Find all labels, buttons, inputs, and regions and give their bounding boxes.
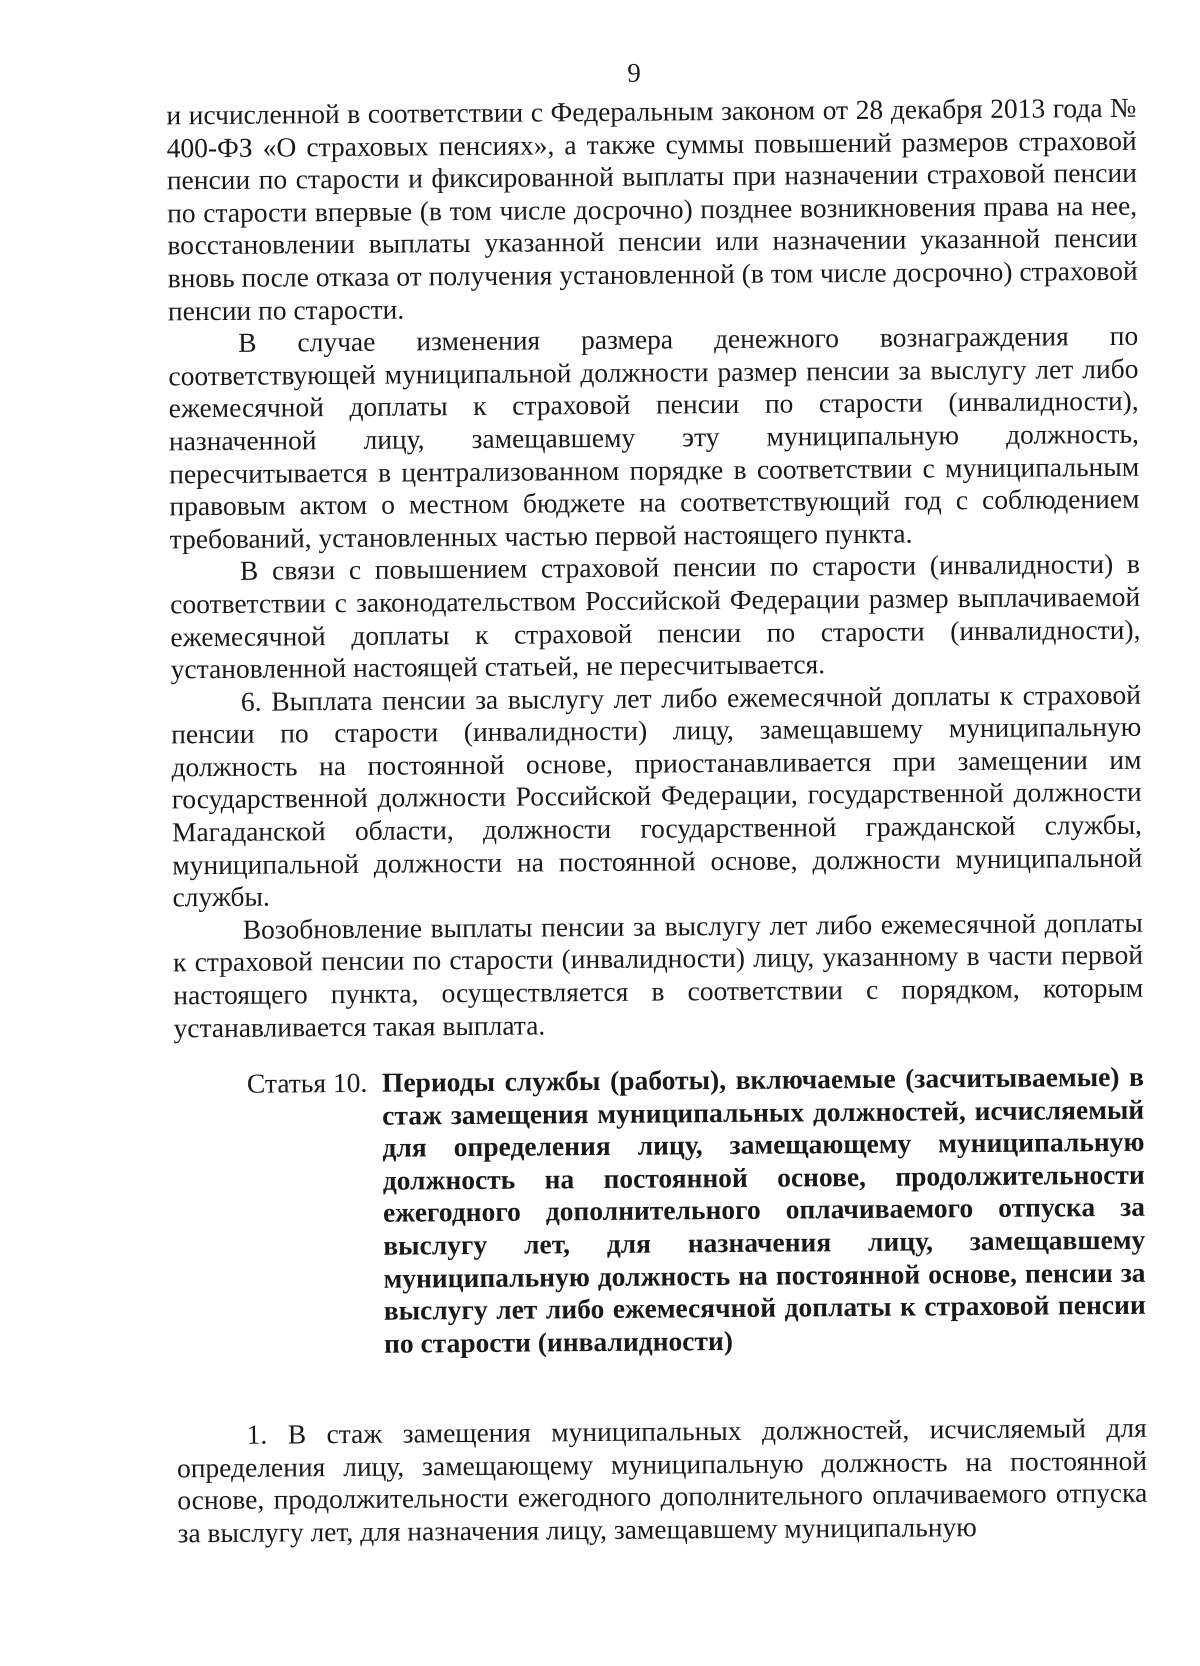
paragraph-item-1: 1. В стаж замещения муниципальных должностей, исчисляемый для определения лицу, замещающему муниципальную должность на постоянной основе, продолжительности ежегодного дополнительного оплачиваемого отпуска за выслугу лет, для назначения лицу, замещавшему муниципальную	[176, 1411, 1148, 1549]
article-title: Периоды службы (работы), включаемые (засчитываемые) в стаж замещения муниципальных должностей, исчисляемый для определения лицу, замещающему муниципальную должность на постоянной основе, продолжительности ежегодного дополнительного оплачиваемого отпуска за выслугу лет, для назначения лицу, замещавшему муниципальную должность на постоянной основе, пенсии за выслугу лет либо ежемесячной доплаты к страховой пенсии по старости (инвалидности)	[381, 1060, 1146, 1359]
paragraph-item-6: 6. Выплата пенсии за выслугу лет либо ежемесячной доплаты к страховой пенсии по старости (инвалидности) лицу, замещавшему муниципальную должность на постоянной основе, приостанавливается при замещении им государственной должности Российской Федерации, государственной должности Магаданской области, должности государственной гражданской службы, муниципальной должности на постоянной основе, должности муниципальной службы.	[171, 678, 1143, 913]
body-text-top	[166, 92, 1143, 1045]
article-heading	[247, 1061, 1146, 1361]
paragraph-no-recalculation: В связи с повышением страховой пенсии по старости (инвалидности) в соответствии с законодательством Российской Федерации размер выплачиваемой ежемесячной доплаты к страховой пенсии по старости (инвалидности), установленной настоящей статьей, не пересчитывается.	[170, 548, 1141, 685]
article-label: Статья 10.	[246, 1066, 368, 1099]
body-text-bottom	[177, 1412, 1148, 1550]
paragraph-continuation: и исчисленной в соответствии с Федеральным законом от 28 декабря 2013 года № 400-ФЗ «О страховых пенсиях», а также суммы повышений размеров страховой пенсии по старости и фиксированной выплаты при назначении страховой пенсии по старости впервые (в том числе досрочно) позднее возникновения права на нее, восстановлении выплаты указанной пенсии или назначении указанной пенсии вновь после отказа от получения установленной (в том числе досрочно) страховой пенсии по старости.	[166, 91, 1138, 326]
page-number: 9	[627, 57, 641, 88]
paragraph-resumption: Возобновление выплаты пенсии за выслугу лет либо ежемесячной доплаты к страховой пенсии по старости (инвалидности) лицу, указанному в части первой настоящего пункта, осуществляется в соответствии с порядком, которым устанавливается такая выплата.	[172, 906, 1144, 1043]
paragraph-recalculation: В случае изменения размера денежного вознаграждения по соответствующей муниципальной должности размер пенсии за выслугу лет либо ежемесячной доплаты к страховой пенсии по старости (инвалидности), назначенной лицу, замещавшему эту муниципальную должность, пересчитывается в централизованном порядке в соответствии с муниципальным правовым актом о местном бюджете на соответствующий год с соблюдением требований, установленных частью первой настоящего пункта.	[168, 319, 1140, 555]
